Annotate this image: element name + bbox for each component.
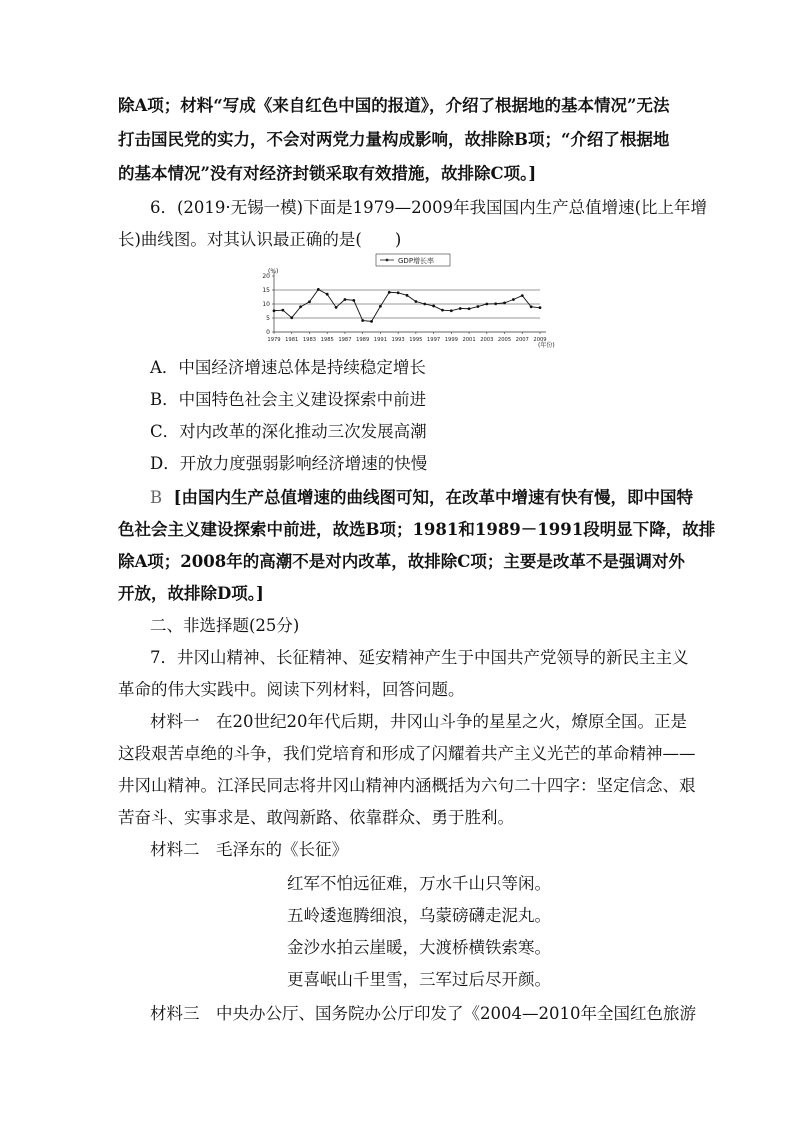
poem-line: 五岭逶迤腾细浪，乌蒙磅礴走泥丸。: [287, 906, 551, 925]
x-tick-label: 1985: [320, 337, 334, 343]
x-tick-label: 2001: [462, 337, 476, 343]
data-point: [539, 306, 542, 309]
data-point: [441, 309, 444, 312]
data-point: [308, 300, 311, 303]
data-point: [326, 293, 329, 296]
x-tick-label: 1999: [444, 337, 458, 343]
question-7-stem-cont: 革命的伟大实践中。阅读下列材料，回答问题。: [118, 680, 465, 699]
question-6-stem-cont: 长)曲线图。对其认识最正确的是( ): [118, 230, 402, 249]
material-1: 井冈山精神。江泽民同志将井冈山精神内涵概括为六句二十四字：坚定信念、艰: [118, 776, 696, 795]
y-tick-label: 15: [262, 287, 270, 294]
chart-axes: [262, 272, 546, 343]
gdp-series: [273, 288, 542, 323]
option-d: D．开放力度强弱影响经济增速的快慢: [150, 454, 428, 473]
data-point: [281, 309, 284, 312]
poem-line: 金沙水拍云崖暖，大渡桥横铁索寒。: [287, 938, 551, 957]
x-tick-label: 2009: [533, 337, 547, 343]
option-c: C．对内改革的深化推动三次发展高潮: [150, 422, 427, 441]
y-tick-label: 10: [262, 301, 270, 308]
x-tick-label: 1997: [426, 337, 441, 343]
text-line: 打击国民党的实力，不会对两党力量构成影响，故排除B项；“介绍了根据地: [118, 130, 670, 149]
legend-label: GDP增长率: [398, 257, 435, 265]
y-tick-label: 20: [262, 273, 270, 280]
data-point: [521, 294, 524, 297]
poem-line: 红军不怕远征难，万水千山只等闲。: [287, 874, 551, 893]
x-tick-label: 1987: [338, 337, 352, 343]
data-point: [388, 291, 391, 294]
text-line: 的基本情况”没有对经济封锁采取有效措施，故排除C项。]: [118, 164, 537, 183]
x-tick-label: 1993: [391, 337, 405, 343]
data-point: [273, 309, 276, 312]
y-tick-label: 5: [266, 315, 270, 322]
data-point: [530, 305, 533, 308]
x-axis-label: (年份): [538, 342, 555, 349]
data-point: [290, 316, 293, 319]
chart-legend: [376, 254, 450, 266]
material-3: 材料三 中央办公厅、国务院办公厅印发了《2004—2010年全国红色旅游: [150, 1004, 696, 1023]
legend-marker: [386, 259, 389, 262]
data-point: [414, 300, 417, 303]
data-point: [361, 319, 364, 322]
data-point: [423, 303, 426, 306]
x-tick-label: 2005: [497, 337, 512, 343]
x-tick-label: 1991: [373, 337, 388, 343]
data-point: [335, 306, 338, 309]
material-1: 苦奋斗、实事求是、敢闯新路、依靠群众、勇于胜利。: [118, 808, 514, 827]
data-point: [299, 305, 302, 308]
y-axis-label: (%): [268, 268, 279, 275]
x-tick-label: 1983: [302, 337, 317, 343]
option-a: A．中国经济增速总体是持续稳定增长: [150, 358, 426, 377]
x-tick-label: 1979: [267, 337, 281, 343]
question-7-stem: 7．井冈山精神、长征精神、延安精神产生于中国共产党领导的新民主主义: [150, 648, 689, 667]
answer-text: [由国内生产总值增速的曲线图可知，在改革中增速有快有慢，即中国特: [173, 488, 693, 507]
data-point: [494, 302, 497, 305]
x-tick-label: 1981: [285, 337, 299, 343]
poem-line: 更喜岷山千里雪，三军过后尽开颜。: [287, 970, 551, 989]
data-point: [468, 307, 471, 310]
x-tick-label: 1995: [409, 337, 423, 343]
answer-line: [150, 486, 693, 510]
question-6-stem: 6．(2019·无锡一模)下面是1979—2009年我国国内生产总值增速(比上年增: [150, 198, 708, 217]
data-point: [512, 298, 515, 301]
data-point: [432, 305, 435, 308]
gdp-growth-line-chart: [258, 252, 568, 352]
data-point: [352, 299, 355, 302]
material-2-title: 材料二 毛泽东的《长征》: [150, 840, 348, 859]
option-b: B．中国特色社会主义建设探索中前进: [150, 390, 427, 409]
x-tick-label: 2007: [515, 337, 529, 343]
data-point: [317, 288, 320, 291]
x-tick-label: 1989: [356, 337, 370, 343]
material-1: 这段艰苦卓绝的斗争，我们党培育和形成了闪耀着共产主义光芒的革命精神——: [118, 744, 696, 763]
data-point: [503, 301, 506, 304]
data-point: [406, 294, 409, 297]
answer-letter: B: [150, 488, 163, 507]
text-line: 除A项；材料“写成《来自红色中国的报道》，介绍了根据地的基本情况”无法: [118, 96, 670, 115]
section-heading: 二、非选择题(25分): [150, 616, 300, 635]
data-point: [485, 303, 488, 306]
answer-line: 除A项；2008年的高潮不是对内改革，故排除C项；主要是改革不是强调对外: [118, 552, 685, 571]
answer-line: 开放，故排除D项。]: [118, 584, 264, 603]
data-point: [344, 298, 347, 301]
data-point: [450, 309, 453, 312]
data-point: [379, 305, 382, 308]
data-point: [397, 291, 400, 294]
data-point: [477, 305, 480, 308]
data-point: [459, 307, 462, 310]
data-point: [370, 320, 373, 323]
y-tick-label: 0: [266, 329, 270, 336]
x-tick-label: 2003: [480, 337, 494, 343]
material-1: 材料一 在20世纪20年代后期，井冈山斗争的星星之火，燎原全国。正是: [150, 712, 687, 731]
answer-line: 色社会主义建设探索中前进，故选B项；1981和1989－1991段明显下降，故排: [118, 520, 716, 539]
